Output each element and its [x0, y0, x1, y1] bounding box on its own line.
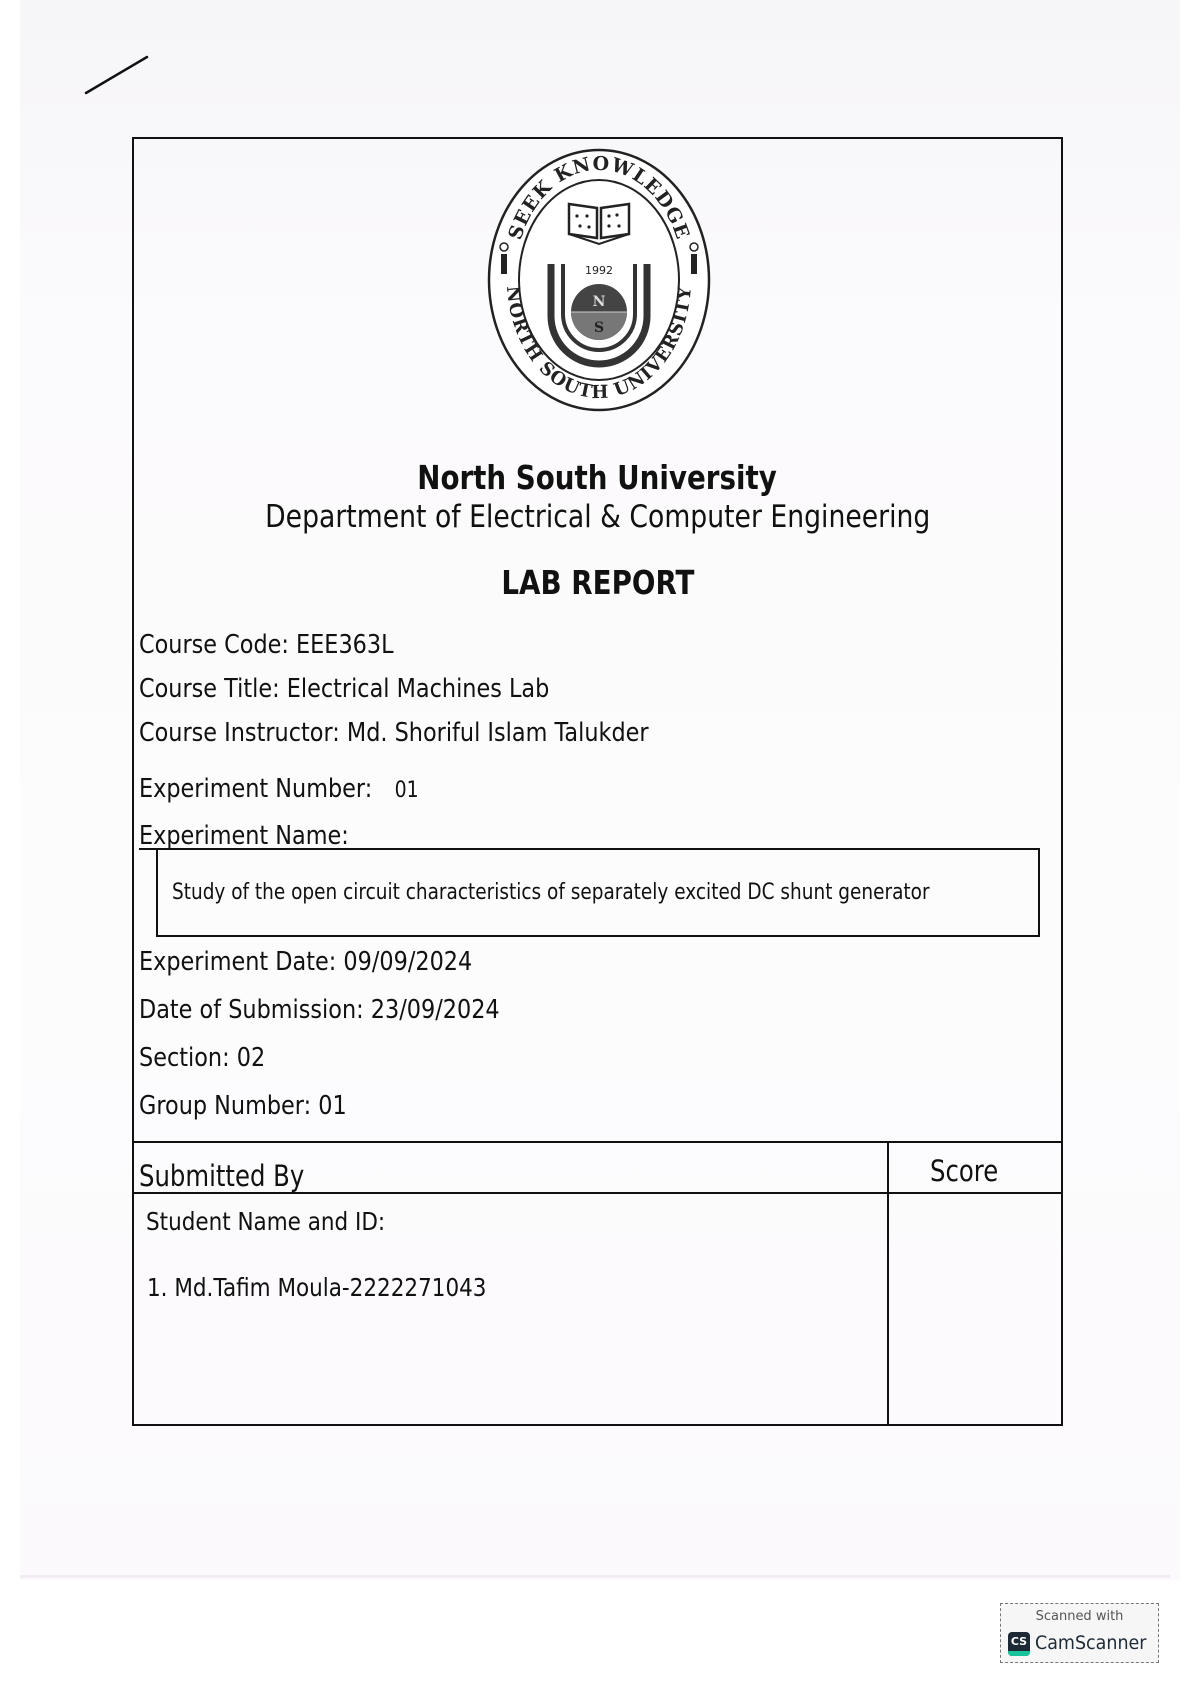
camscanner-logo-icon: CS: [1008, 1632, 1030, 1656]
submitted-by-header: Submitted By: [139, 1159, 305, 1193]
logo-south: S: [593, 320, 605, 336]
table-column-divider: [887, 1141, 889, 1426]
department-name: Department of Electrical & Computer Engineering: [264, 499, 931, 535]
experiment-name-label: Experiment Name:: [139, 821, 349, 851]
student-name-label: Student Name and ID:: [146, 1207, 386, 1236]
report-title: LAB REPORT: [500, 563, 695, 602]
camscanner-watermark: [1000, 1603, 1159, 1663]
score-header: Score: [930, 1154, 999, 1188]
course-code: Course Code: EEE363L: [139, 630, 394, 660]
logo-bottom-arc-text: NORTH SOUTH UNIVERSITY: [501, 284, 696, 404]
scan-edge-band: [20, 1575, 1170, 1578]
experiment-number-value: 01: [394, 778, 419, 803]
course-title: Course Title: Electrical Machines Lab: [139, 674, 550, 704]
student-entry: 1. Md.Tafim Moula-2222271043: [147, 1273, 487, 1302]
submission-date: Date of Submission: 23/09/2024: [139, 995, 500, 1025]
course-instructor: Course Instructor: Md. Shoriful Islam Talukder: [139, 718, 649, 748]
watermark-caption: Scanned with: [1035, 1609, 1124, 1624]
experiment-name-value: Study of the open circuit characteristics of separately excited DC shunt generator: [172, 880, 930, 905]
university-logo: [485, 146, 713, 414]
pen-stroke-icon: [80, 50, 160, 100]
experiment-date: Experiment Date: 09/09/2024: [139, 947, 473, 977]
experiment-number: [139, 774, 464, 804]
logo-top-arc-text: SEEK KNOWLEDGE: [504, 152, 694, 243]
section: Section: 02: [139, 1043, 266, 1073]
logo-year: 1992: [585, 264, 613, 277]
group-number: Group Number: 01: [139, 1091, 347, 1121]
university-name: North South University: [417, 458, 778, 497]
logo-north: N: [592, 294, 606, 310]
watermark-brand: CamScanner: [1035, 1632, 1147, 1654]
experiment-number-label: Experiment Number:: [139, 774, 373, 804]
